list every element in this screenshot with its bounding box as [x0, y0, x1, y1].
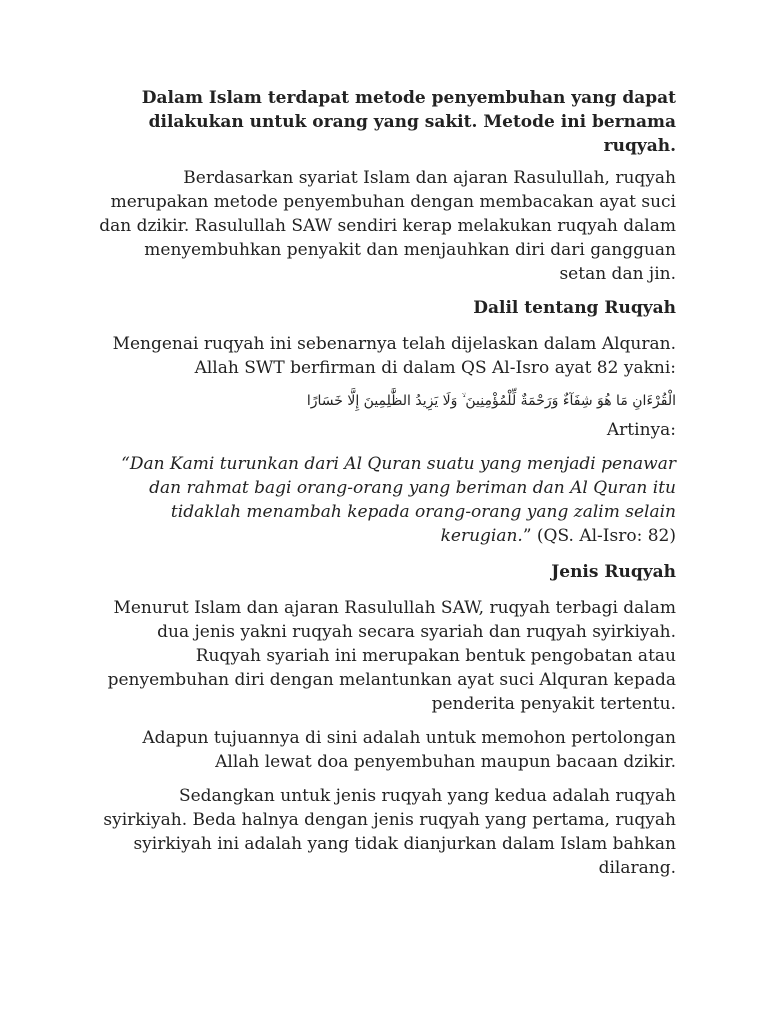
document-page: [96, 86, 676, 890]
heading-dalil: Dalil tentang Ruqyah: [473, 298, 676, 318]
verse-translation-text: “Dan Kami turunkan dari Al Quran suatu yang menjadi penawar dan rahmat bagi orang-orang yang beriman dan Al Quran itu tidaklah menambah kepada orang-orang yang zalim selain kerugian.: [121, 454, 676, 546]
verse-translation: [96, 452, 676, 548]
verse-citation: ” (QS. Al-Isro: 82): [522, 526, 676, 546]
heading-jenis: Jenis Ruqyah: [551, 562, 676, 582]
paragraph-ruqyah-definition: Berdasarkan syariat Islam dan ajaran Rasulullah, ruqyah merupakan metode penyembuhan dengan membacakan ayat suci dan dzikir. Rasulullah SAW sendiri kerap melakukan ruqyah dalam menyembuhkan penyakit dan menjauhkan diri dari gangguan setan dan jin.: [99, 168, 676, 284]
paragraph-tujuan: Adapun tujuannya di sini adalah untuk memohon pertolongan Allah lewat doa penyembuhan maupun bacaan dzikir.: [142, 728, 676, 772]
paragraph-jenis-ruqyah: Menurut Islam dan ajaran Rasulullah SAW, ruqyah terbagi dalam dua jenis yakni ruqyah secara syariah dan ruqyah syirkiyah. Ruqyah syariah ini merupakan bentuk pengobatan atau penyembuhan diri dengan melantunkan ayat suci Alquran kepada penderita penyakit tertentu.: [107, 598, 676, 714]
intro-paragraph: Dalam Islam terdapat metode penyembuhan yang dapat dilakukan untuk orang yang sakit. Metode ini bernama ruqyah.: [141, 88, 676, 156]
paragraph-ruqyah-syirkiyah: Sedangkan untuk jenis ruqyah yang kedua adalah ruqyah syirkiyah. Beda halnya dengan jenis ruqyah yang pertama, ruqyah syirkiyah ini adalah yang tidak dianjurkan dalam Islam bahkan dilarang.: [103, 786, 676, 878]
paragraph-alquran-reference: Mengenai ruqyah ini sebenarnya telah dijelaskan dalam Alquran. Allah SWT berfirman di dalam QS Al-Isro ayat 82 yakni:: [112, 334, 676, 378]
arabic-verse: الْقُرْءَانِ مَا هُوَ شِفَآءٌ وَرَحْمَةٌ لِّلْمُؤْمِنِينَ ۙ وَلَا يَزِيدُ الظَّٰلِمِينَ إِلَّا خَسَارًا: [306, 393, 676, 409]
artinya-label: Artinya:: [606, 420, 676, 440]
